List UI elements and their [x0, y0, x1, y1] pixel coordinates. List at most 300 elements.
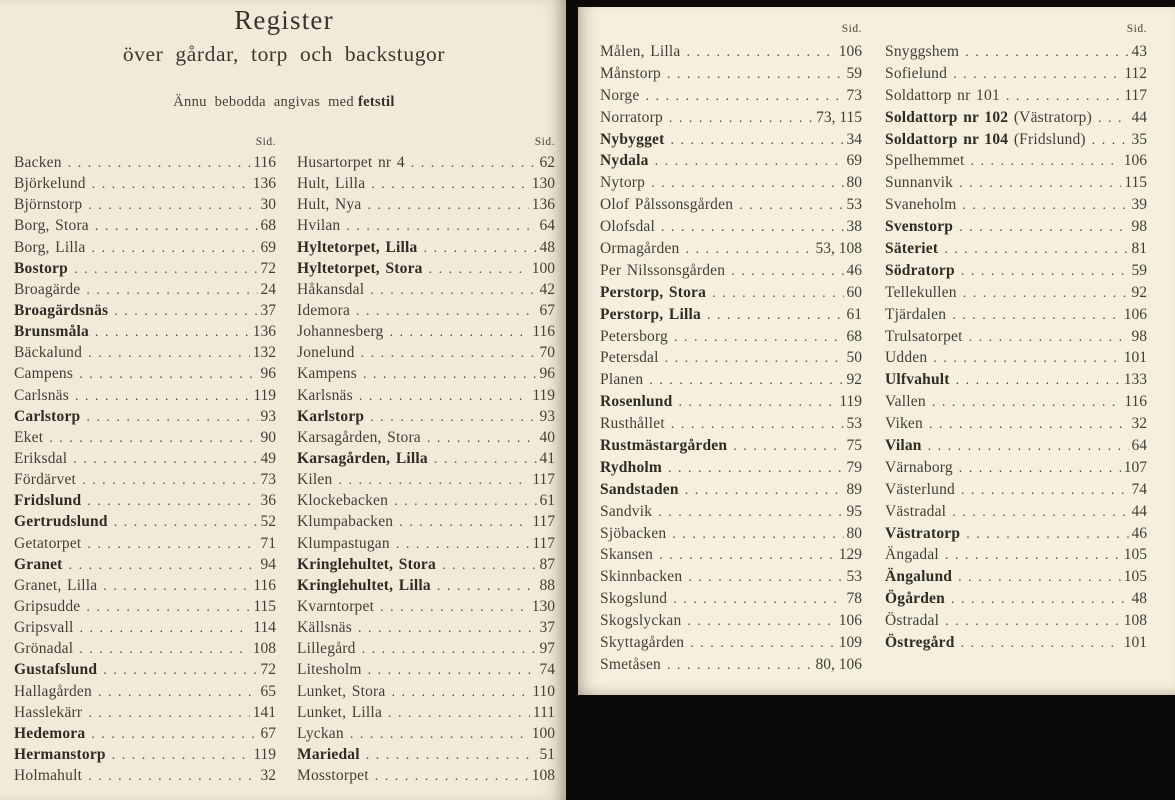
dot-leader	[68, 153, 251, 174]
entry-name: Granet	[14, 555, 63, 573]
dot-leader	[739, 195, 843, 217]
entry-page-number: 88	[539, 576, 555, 594]
entry-name: Nydala	[600, 152, 649, 170]
entry-name: Nytorp	[600, 174, 646, 192]
dot-leader	[945, 611, 1121, 633]
entry-name: Hallagården	[14, 682, 92, 700]
entry-page-number: 43	[1131, 43, 1147, 60]
entry-page-number: 106	[838, 43, 862, 60]
register-entry	[297, 385, 555, 406]
legend-note-text: Ännu bebodda angivas med	[173, 94, 354, 110]
entry-page-number: 80, 106	[815, 655, 862, 673]
register-entry	[600, 41, 862, 63]
dot-leader	[394, 491, 536, 512]
entry-page-number: 53	[846, 568, 862, 586]
entry-page-number: 81	[1131, 240, 1147, 258]
dot-leader	[366, 745, 537, 766]
register-entry	[600, 282, 862, 304]
dot-leader	[961, 261, 1129, 283]
entry-page-number: 75	[846, 437, 862, 455]
entry-name: Brunsmåla	[14, 323, 90, 341]
entry-page-number: 116	[532, 323, 555, 341]
entry-page-number: 78	[846, 590, 862, 608]
register-entry	[14, 702, 276, 723]
entry-page-number: 92	[1131, 283, 1147, 301]
register-entry	[885, 391, 1147, 413]
register-entry	[14, 659, 276, 680]
entry-name: Vilan	[885, 437, 922, 455]
dot-leader	[442, 555, 537, 576]
entry-name: Borg, Stora	[14, 217, 89, 235]
register-entry	[600, 194, 862, 216]
register-entry	[600, 216, 862, 238]
entry-name: Soldattorp nr 104 (Fridslund)	[885, 130, 1086, 148]
entry-name: Östradal	[885, 612, 940, 630]
entry-page-number: 36	[260, 492, 276, 510]
entry-page-number: 98	[1131, 327, 1147, 345]
column-header-sid: Sid.	[534, 136, 555, 148]
dot-leader	[669, 108, 813, 130]
register-entry	[600, 150, 862, 172]
register-entry	[885, 413, 1147, 435]
entry-page-number: 94	[260, 555, 276, 573]
register-entry	[885, 238, 1147, 260]
register-entry	[14, 342, 276, 363]
entry-page-number: 109	[838, 634, 862, 652]
register-entry	[297, 300, 555, 321]
dot-leader	[103, 576, 250, 597]
dot-leader	[670, 130, 843, 152]
entry-name: Håkansdal	[297, 280, 365, 298]
register-entry	[14, 681, 276, 702]
entry-page-number: 106	[1123, 152, 1147, 170]
register-column	[297, 152, 555, 786]
entry-name: Björkelund	[14, 175, 86, 193]
dot-leader	[952, 305, 1121, 327]
entry-page-number: 136	[252, 323, 276, 341]
entry-name: Lunket, Lilla	[297, 703, 383, 721]
entry-name: Ulfvahult	[885, 371, 950, 389]
entry-name: Gustafslund	[14, 661, 98, 679]
register-entry	[14, 363, 276, 384]
dot-leader	[932, 392, 1122, 414]
entry-page-number: 64	[1131, 437, 1147, 455]
dot-leader	[391, 682, 529, 703]
dot-leader	[965, 42, 1128, 64]
dot-leader	[114, 512, 258, 533]
entry-page-number: 106	[838, 612, 862, 630]
entry-name: Västratorp	[885, 524, 961, 542]
entry-name: Litesholm	[297, 661, 362, 679]
entry-name: Klumpastugan	[297, 534, 390, 552]
dot-leader	[82, 470, 257, 491]
column-header-sid: Sid.	[255, 136, 276, 148]
dot-leader	[112, 745, 251, 766]
dot-leader	[971, 151, 1121, 173]
entry-page-number: 44	[1131, 108, 1147, 126]
entry-name-suffix: (Västratorp)	[1008, 108, 1092, 126]
dot-leader	[356, 301, 536, 322]
register-entry	[885, 369, 1147, 391]
register-entry	[14, 427, 276, 448]
register-entry	[297, 575, 555, 596]
entry-page-number: 93	[539, 407, 555, 425]
entry-page-number: 35	[1131, 130, 1147, 148]
entry-page-number: 117	[532, 471, 555, 489]
dot-leader	[658, 502, 843, 524]
dot-leader	[367, 195, 528, 216]
entry-name: Västradal	[885, 502, 947, 520]
dot-leader	[88, 343, 250, 364]
dot-leader	[74, 259, 258, 280]
entry-page-number: 80	[846, 174, 862, 192]
entry-page-number: 46	[1131, 524, 1147, 542]
entry-page-number: 53	[846, 415, 862, 433]
entry-name: Mariedal	[297, 745, 360, 763]
register-entry	[297, 448, 555, 469]
register-entry	[297, 659, 555, 680]
entry-page-number: 39	[1131, 196, 1147, 214]
register-entry	[600, 260, 862, 282]
entry-name: Sunnanvik	[885, 174, 954, 192]
entry-name: Idemora	[297, 301, 351, 319]
entry-page-number: 24	[260, 280, 276, 298]
register-entry	[297, 258, 555, 279]
entry-page-number: 37	[539, 619, 555, 637]
dot-leader	[667, 64, 843, 86]
dot-leader	[952, 502, 1128, 524]
dot-leader	[1092, 130, 1129, 152]
entry-name: Sjöbacken	[600, 524, 667, 542]
register-entry	[885, 566, 1147, 588]
entry-name: Jonelund	[297, 344, 355, 362]
entry-name: Kampens	[297, 365, 357, 383]
entry-page-number: 30	[260, 196, 276, 214]
entry-page-number: 129	[838, 546, 862, 564]
register-entry	[297, 279, 555, 300]
dot-leader	[966, 524, 1128, 546]
entry-name: Skyttagården	[600, 634, 685, 652]
dot-leader	[49, 428, 257, 449]
entry-name: Rydholm	[600, 458, 663, 476]
entry-name: Grönadal	[14, 640, 74, 658]
entry-page-number: 65	[260, 682, 276, 700]
dot-leader	[95, 216, 258, 237]
dot-leader	[953, 64, 1121, 86]
dot-leader	[437, 576, 537, 597]
dot-leader	[396, 534, 530, 555]
entry-page-number: 44	[1131, 502, 1147, 520]
entry-name: Kringlehultet, Lilla	[297, 576, 431, 594]
entry-page-number: 130	[531, 175, 555, 193]
dot-leader	[346, 216, 536, 237]
dot-leader	[733, 436, 843, 458]
entry-page-number: 42	[539, 280, 555, 298]
entry-page-number: 37	[260, 301, 276, 319]
entry-page-number: 115	[1124, 174, 1147, 192]
entry-page-number: 116	[1124, 393, 1147, 411]
register-entry	[297, 321, 555, 342]
register-entry	[885, 107, 1147, 129]
dot-leader	[91, 724, 257, 745]
dot-leader	[88, 195, 257, 216]
column-header-sid: Sid.	[841, 23, 862, 35]
dot-leader	[933, 348, 1120, 370]
register-entry	[14, 617, 276, 638]
register-entry	[885, 479, 1147, 501]
dot-leader	[688, 567, 843, 589]
register-entry	[297, 511, 555, 532]
dot-leader	[661, 217, 844, 239]
entry-page-number: 61	[539, 492, 555, 510]
entry-name: Skinnbacken	[600, 568, 683, 586]
entry-page-number: 71	[260, 534, 276, 552]
dot-leader	[87, 534, 257, 555]
dot-leader	[380, 597, 529, 618]
entry-page-number: 40	[539, 428, 555, 446]
entry-page-number: 73, 115	[816, 108, 862, 126]
entry-page-number: 49	[260, 449, 276, 467]
dot-leader	[88, 703, 249, 724]
entry-page-number: 130	[531, 597, 555, 615]
entry-page-number: 119	[253, 386, 276, 404]
entry-name: Sandvik	[600, 502, 653, 520]
dot-leader	[668, 458, 843, 480]
entry-name: Olofsdal	[600, 218, 655, 236]
entry-page-number: 108	[252, 640, 276, 658]
entry-page-number: 32	[1131, 415, 1147, 433]
entry-page-number: 61	[846, 305, 862, 323]
entry-page-number: 72	[260, 661, 276, 679]
register-entry	[297, 194, 555, 215]
register-entry	[600, 457, 862, 479]
dot-leader	[1098, 108, 1129, 130]
dot-leader	[712, 283, 843, 305]
entry-name: Carlsnäs	[14, 386, 69, 404]
entry-name: Campens	[14, 365, 74, 383]
dot-leader	[362, 639, 537, 660]
entry-page-number: 111	[532, 703, 555, 721]
dot-leader	[958, 567, 1121, 589]
entry-page-number: 105	[1123, 568, 1147, 586]
dot-leader	[423, 238, 536, 259]
column-header-sid: Sid.	[1126, 23, 1147, 35]
entry-name: Trulsatorpet	[885, 327, 963, 345]
entry-page-number: 79	[846, 458, 862, 476]
entry-name: Månstorp	[600, 64, 662, 82]
entry-name: Säteriet	[885, 240, 939, 258]
entry-name: Hyltetorpet, Stora	[297, 259, 423, 277]
dot-leader	[959, 217, 1128, 239]
entry-name: Holmahult	[14, 767, 83, 785]
entry-name: Getatorpet	[14, 534, 82, 552]
dot-leader	[929, 414, 1129, 436]
entry-name: Nybygget	[600, 130, 665, 148]
entry-name: Rusthållet	[600, 415, 665, 433]
entry-name: Ormagården	[600, 240, 680, 258]
entry-name: Skansen	[600, 546, 654, 564]
dot-leader	[687, 42, 836, 64]
entry-page-number: 119	[253, 745, 276, 763]
dot-leader	[707, 305, 844, 327]
entry-page-number: 72	[260, 259, 276, 277]
register-entry	[14, 321, 276, 342]
dot-leader	[98, 682, 258, 703]
register-entry	[297, 617, 555, 638]
register-entry	[600, 304, 862, 326]
register-entry	[600, 347, 862, 369]
dot-leader	[956, 370, 1121, 392]
entry-name: Fördärvet	[14, 471, 77, 489]
entry-name: Karlsnäs	[297, 386, 353, 404]
dot-leader	[1006, 86, 1121, 108]
register-entry	[885, 216, 1147, 238]
entry-page-number: 117	[532, 513, 555, 531]
dot-leader	[731, 261, 843, 283]
entry-name: Ängadal	[885, 546, 939, 564]
entry-page-number: 105	[1123, 546, 1147, 564]
dot-leader	[86, 597, 250, 618]
entry-name: Johannesberg	[297, 323, 384, 341]
entry-name: Klumpabacken	[297, 513, 394, 531]
entry-page-number: 62	[539, 154, 555, 171]
register-column	[600, 41, 862, 676]
register-entry	[297, 406, 555, 427]
entry-name: Svaneholm	[885, 196, 957, 214]
entry-name: Värnaborg	[885, 458, 953, 476]
register-entry	[600, 654, 862, 676]
entry-page-number: 87	[539, 555, 555, 573]
register-entry	[600, 413, 862, 435]
entry-page-number: 100	[531, 724, 555, 742]
dot-leader	[86, 280, 257, 301]
register-entry	[14, 744, 276, 765]
entry-name: Hult, Nya	[297, 196, 362, 214]
register-entry	[885, 588, 1147, 610]
entry-page-number: 67	[539, 301, 555, 319]
entry-page-number: 68	[260, 217, 276, 235]
dot-leader	[73, 449, 257, 470]
entry-page-number: 74	[539, 661, 555, 679]
dot-leader	[359, 386, 529, 407]
register-entry	[600, 544, 862, 566]
register-entry	[297, 638, 555, 659]
register-entry	[14, 469, 276, 490]
dot-leader	[690, 633, 836, 655]
dot-leader	[95, 322, 250, 343]
entry-name: Björnstorp	[14, 196, 83, 214]
dot-leader	[390, 322, 530, 343]
entry-name: Soldattorp nr 102 (Västratorp)	[885, 108, 1092, 126]
entry-name: Carlstorp	[14, 407, 81, 425]
entry-name: Bäckalund	[14, 344, 83, 362]
entry-name: Kvarntorpet	[297, 597, 375, 615]
entry-page-number: 51	[539, 745, 555, 763]
entry-page-number: 90	[260, 428, 276, 446]
entry-name: Västerlund	[885, 480, 956, 498]
dot-leader	[370, 407, 536, 428]
register-entry	[297, 152, 555, 173]
register-entry	[14, 385, 276, 406]
entry-name: Östregård	[885, 634, 955, 652]
register-entry	[600, 369, 862, 391]
dot-leader	[959, 458, 1121, 480]
entry-page-number: 48	[1131, 590, 1147, 608]
entry-name: Perstorp, Stora	[600, 283, 707, 301]
entry-name: Gertrudslund	[14, 513, 108, 531]
entry-page-number: 68	[846, 327, 862, 345]
dot-leader	[651, 173, 843, 195]
register-entry	[14, 765, 276, 786]
register-entry	[297, 702, 555, 723]
entry-page-number: 80	[846, 524, 862, 542]
entry-page-number: 69	[846, 152, 862, 170]
entry-name: Spelhemmet	[885, 152, 965, 170]
register-entry	[14, 237, 276, 258]
entry-name: Kringlehultet, Stora	[297, 555, 436, 573]
entry-name: Sandstaden	[600, 480, 679, 498]
entry-page-number: 53, 108	[815, 240, 862, 258]
entry-page-number: 53	[846, 196, 862, 214]
entry-page-number: 132	[252, 344, 276, 362]
entry-page-number: 89	[846, 480, 862, 498]
dot-leader	[358, 618, 537, 639]
register-entry	[14, 448, 276, 469]
entry-page-number: 64	[539, 217, 555, 235]
entry-page-number: 70	[539, 344, 555, 362]
entry-page-number: 50	[846, 349, 862, 367]
register-entry	[885, 194, 1147, 216]
register-entry	[297, 469, 555, 490]
entry-name: Soldattorp nr 101	[885, 86, 1000, 104]
dot-leader	[114, 301, 257, 322]
register-entry	[885, 129, 1147, 151]
left-page	[0, 0, 566, 800]
dot-leader	[79, 364, 257, 385]
dot-leader	[92, 174, 250, 195]
entry-name: Kilen	[297, 471, 333, 489]
register-entry	[14, 490, 276, 511]
entry-name: Karlstorp	[297, 407, 365, 425]
entry-name: Viken	[885, 415, 923, 433]
entry-page-number: 67	[260, 724, 276, 742]
entry-name: Vallen	[885, 393, 926, 411]
entry-name: Skogslyckan	[600, 612, 682, 630]
entry-page-number: 116	[253, 576, 276, 594]
register-entry	[297, 490, 555, 511]
entry-name: Hvilan	[297, 217, 341, 235]
register-entry	[14, 723, 276, 744]
register-entry	[14, 638, 276, 659]
dot-leader	[388, 703, 530, 724]
register-entry	[297, 533, 555, 554]
entry-name: Ögården	[885, 590, 945, 608]
entry-page-number: 73	[846, 86, 862, 104]
dot-leader	[667, 655, 812, 677]
entry-name: Fridslund	[14, 492, 82, 510]
register-entry	[885, 304, 1147, 326]
dot-leader	[103, 660, 257, 681]
register-entry	[297, 342, 555, 363]
register-entry	[297, 363, 555, 384]
register-entry	[297, 173, 555, 194]
entry-name: Eket	[14, 428, 44, 446]
dot-leader	[363, 364, 537, 385]
dot-leader	[86, 407, 257, 428]
entry-page-number: 108	[531, 767, 555, 785]
entry-page-number: 106	[1123, 305, 1147, 323]
entry-name: Sofielund	[885, 64, 948, 82]
